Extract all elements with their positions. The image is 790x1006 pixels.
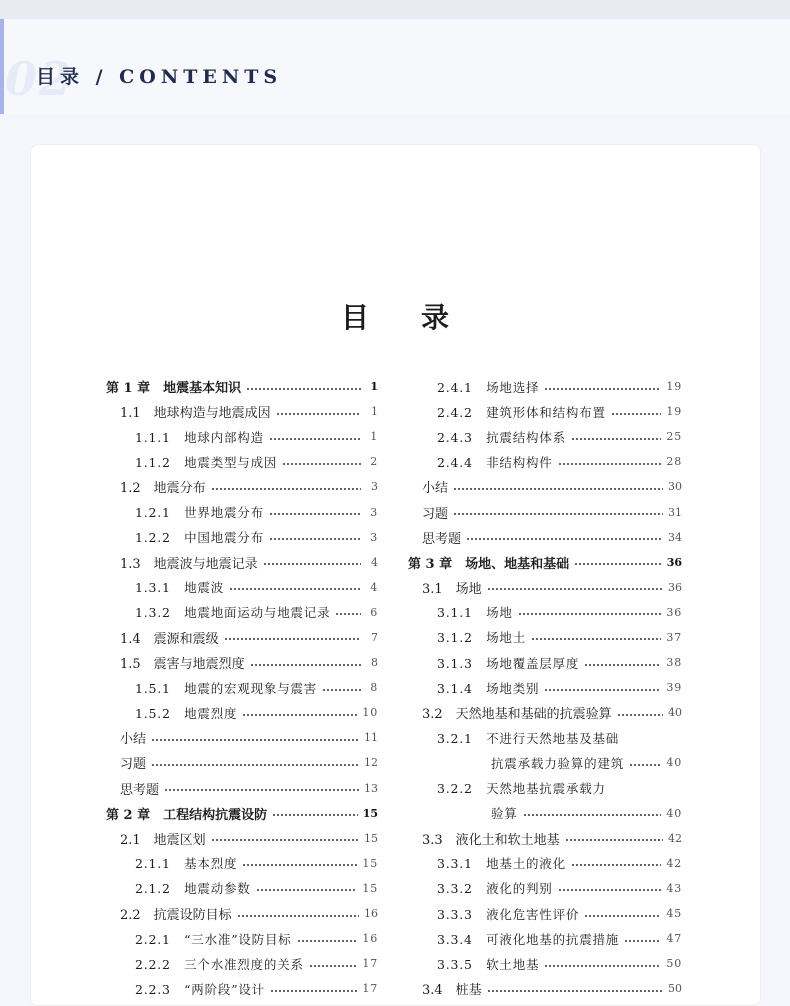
page-title: 目录 [340,301,501,334]
dot-leader [453,487,663,491]
toc-entry-label: 验算 [491,806,518,822]
dot-leader [571,437,661,441]
toc-page-number: 25 [666,430,682,444]
dot-leader [487,989,663,993]
toc-page-number: 39 [666,681,682,695]
toc-entry[interactable] [106,675,378,700]
toc-entry-label: 抗震承载力验算的建筑 [491,755,625,771]
toc-page-number: 40 [668,706,682,720]
toc-page-number: 42 [668,831,682,845]
toc-entry[interactable] [408,449,682,474]
toc-entry-label: 1.5.2 地震烈度 [135,705,238,721]
toc-entry[interactable] [106,424,378,449]
toc-page-number: 16 [362,932,378,946]
toc-entry[interactable] [408,976,682,1001]
toc-entry-label: 3.1.4 场地类别 [437,680,540,696]
dot-leader [574,562,662,566]
dot-leader [617,713,663,717]
dot-leader [297,939,358,943]
dot-leader [624,939,661,943]
toc-entry-label: 2.4.2 建筑形体和结构布置 [437,404,606,420]
toc-entry[interactable] [408,750,682,775]
dot-leader [237,914,359,918]
dot-leader [544,387,661,391]
top-bar [0,0,790,19]
toc-page-number: 45 [666,907,682,921]
toc-entry[interactable] [408,399,682,424]
toc-entry-label: 2.1 地震区划 [120,832,206,848]
toc-entry-label: 2.2.1 “三水准”设防目标 [135,931,292,947]
dot-leader [242,713,357,717]
toc-entry[interactable] [106,876,378,901]
toc-entry-label: 3.3.1 地基土的液化 [437,856,566,872]
toc-entry[interactable] [408,801,682,826]
dot-leader [224,637,361,641]
toc-entry[interactable] [408,876,682,901]
header-accent-bar [0,19,4,114]
toc-page-number: 19 [666,405,682,419]
toc-page-number: 13 [364,781,378,795]
dot-leader [309,964,358,968]
toc-entry[interactable] [106,449,378,474]
toc-entry[interactable] [408,374,682,399]
dot-leader [584,914,661,918]
toc-entry-label: 3.1.2 场地土 [437,630,527,646]
dot-leader [565,838,663,842]
toc-page-number: 50 [668,982,682,996]
toc-entry[interactable] [408,625,682,650]
toc-entry-label: 3.3 液化土和软土地基 [422,832,560,848]
toc-entry-label: 习题 [120,757,147,773]
toc-page-number: 40 [666,806,682,820]
toc-page-number: 11 [364,731,378,745]
toc-page-number: 8 [370,681,378,695]
toc-entry[interactable] [106,625,378,650]
dot-leader [242,863,357,867]
toc-page-number: 7 [371,630,378,644]
toc-page-number: 36 [668,580,682,594]
toc-entry[interactable] [106,399,378,424]
toc-entry-label: 1.3.2 地震地面运动与地震记录 [135,605,331,621]
dot-leader [272,813,358,817]
dot-leader [466,537,663,541]
dot-leader [518,612,662,616]
toc-page-number: 1 [370,430,378,444]
toc-entry-label: 2.2.3 “两阶段”设计 [135,981,265,997]
dot-leader [276,412,361,416]
toc-entry-label: 第 1 章 地震基本知识 [106,381,242,397]
toc-page-number: 40 [666,756,682,770]
toc-entry[interactable] [106,600,378,625]
dot-leader [453,512,663,516]
toc-entry[interactable] [408,700,682,725]
dot-leader [151,738,359,742]
toc-entry[interactable] [408,851,682,876]
toc-entry[interactable] [408,675,682,700]
dot-leader [544,688,661,692]
toc-entry[interactable] [106,550,378,575]
toc-entry-label: 1.2.2 中国地震分布 [135,530,264,546]
toc-page-number: 8 [371,656,378,670]
dot-leader [611,412,662,416]
dot-leader [629,763,661,767]
toc-entry-label: 3.3.2 液化的判别 [437,881,553,897]
section-number-watermark: 02 [5,52,74,106]
toc-page-number: 3 [370,505,378,519]
dot-leader [256,888,358,892]
toc-page-number: 15 [364,831,378,845]
toc-entry-label: 1.5.1 地震的宏观现象与震害 [135,680,318,696]
toc-entry[interactable] [408,600,682,625]
toc-entry[interactable] [106,575,378,600]
toc-column-left [106,374,378,1001]
dot-leader [270,989,357,993]
toc-entry[interactable] [106,474,378,499]
toc-entry-label: 2.4.4 非结构构件 [437,454,553,470]
toc-page-number: 42 [666,856,682,870]
toc-page-number: 37 [666,630,682,644]
toc-entry[interactable] [106,801,378,826]
toc-entry-label: 2.2.2 三个水准烈度的关系 [135,956,304,972]
toc-entry[interactable] [106,826,378,851]
toc-entry-label: 1.3 地震波与地震记录 [120,556,258,572]
toc-entry[interactable] [106,374,378,399]
toc-entry-label: 3.4 桩基 [422,983,482,999]
toc-entry-label: 3.2.1 不进行天然地基及基础 [437,730,620,746]
dot-leader [263,562,361,566]
dot-leader [487,587,663,591]
toc-page-number: 10 [362,706,378,720]
toc-page-number: 17 [362,982,378,996]
toc-entry[interactable] [408,650,682,675]
toc-entry[interactable] [408,826,682,851]
dot-leader [282,462,361,466]
toc-entry-label: 1.2.1 世界地震分布 [135,505,264,521]
toc-entry-label: 3.2.2 天然地基抗震承载力 [437,781,606,797]
toc-page-number: 6 [370,605,378,619]
toc-entry-label: 1.5 震害与地震烈度 [120,657,245,673]
toc-entry[interactable] [106,700,378,725]
toc-entry[interactable] [106,926,378,951]
toc-entry[interactable] [408,499,682,524]
toc-entry-label: 3.1.3 场地覆盖层厚度 [437,655,580,671]
toc-entry-label: 3.3.4 可液化地基的抗震措施 [437,931,620,947]
toc-entry-label: 3.2 天然地基和基础的抗震验算 [422,707,612,723]
toc-page-number: 1 [370,380,378,394]
toc-page-number: 15 [362,806,378,820]
dot-leader [322,688,361,692]
toc-entry-label: 1.4 震源和震级 [120,631,219,647]
dot-leader [211,838,359,842]
toc-entry[interactable] [408,901,682,926]
toc-entry[interactable] [408,776,682,801]
dot-leader [269,512,361,516]
toc-entry-label: 2.1.1 基本烈度 [135,856,238,872]
dot-leader [229,587,361,591]
toc-page-number: 3 [371,480,378,494]
toc-entry[interactable] [106,499,378,524]
toc-entry[interactable] [408,725,682,750]
dot-leader [335,612,361,616]
toc-page-number: 2 [370,455,378,469]
dot-leader [164,788,359,792]
dot-leader [558,462,662,466]
toc-column-right [408,374,682,1001]
toc-page-number: 12 [364,756,378,770]
dot-leader [531,637,661,641]
toc-page-number: 4 [371,555,378,569]
toc-entry[interactable] [106,851,378,876]
toc-entry[interactable] [106,776,378,801]
toc-entry[interactable] [106,650,378,675]
toc-entry-label: 习题 [422,506,449,522]
toc-entry[interactable] [408,926,682,951]
toc-page-number: 30 [668,480,682,494]
toc-page-number: 16 [364,907,378,921]
toc-entry-label: 1.1.2 地震类型与成因 [135,454,278,470]
toc-entry-label: 1.1.1 地球内部构造 [135,429,264,445]
toc-page-number: 15 [362,881,378,895]
section-title: 目录 / CONTENTS [36,66,283,88]
dot-leader [151,763,359,767]
toc-entry-label: 2.4.1 场地选择 [437,379,540,395]
dot-leader [269,437,361,441]
toc-entry[interactable] [106,901,378,926]
toc-entry[interactable] [408,951,682,976]
toc-page-number: 43 [666,881,682,895]
toc-page-number: 36 [666,555,682,569]
toc-page-number: 3 [370,530,378,544]
toc-entry-label: 3.1.1 场地 [437,605,513,621]
dot-leader [571,863,661,867]
toc-entry[interactable] [106,525,378,550]
dot-leader [523,813,662,817]
dot-leader [544,964,661,968]
toc-page-number: 19 [666,380,682,394]
toc-entry[interactable] [408,550,682,575]
toc-page-number: 36 [666,605,682,619]
toc-entry-label: 1.1 地球构造与地震成因 [120,406,271,422]
toc-entry-label: 1.2 地震分布 [120,481,206,497]
dot-leader [269,537,361,541]
toc-entry-label: 第 2 章 工程结构抗震设防 [106,807,268,823]
toc-entry-label: 2.1.2 地震动参数 [135,881,251,897]
toc-entry-label: 3.3.3 液化危害性评价 [437,906,580,922]
toc-entry-label: 思考题 [422,531,462,547]
toc-page-number: 17 [362,957,378,971]
toc-page-number: 31 [668,505,682,519]
toc-entry[interactable] [106,725,378,750]
dot-leader [584,663,661,667]
toc-entry[interactable] [106,750,378,775]
toc-page-number: 4 [370,580,378,594]
toc-entry[interactable] [408,474,682,499]
toc-entry-label: 3.3.5 软土地基 [437,956,540,972]
toc-page-number: 1 [371,405,378,419]
toc-page-number: 34 [668,530,682,544]
toc-entry-label: 2.4.3 抗震结构体系 [437,429,566,445]
dot-leader [250,663,361,667]
toc-entry-label: 第 3 章 场地、地基和基础 [408,556,570,572]
toc-entry[interactable] [106,951,378,976]
dot-leader [211,487,361,491]
toc-entry-label: 3.1 场地 [422,581,482,597]
toc-page-number: 47 [666,932,682,946]
toc-entry[interactable] [408,575,682,600]
toc-page-number: 38 [666,656,682,670]
toc-entry-label: 1.3.1 地震波 [135,580,225,596]
toc-entry-label: 2.2 抗震设防目标 [120,908,232,924]
toc-entry[interactable] [106,976,378,1001]
toc-entry[interactable] [408,424,682,449]
toc-page-number: 50 [666,957,682,971]
dot-leader [246,387,361,391]
toc-page-number: 15 [362,856,378,870]
dot-leader [558,888,662,892]
toc-entry-label: 小结 [120,732,147,748]
toc-page-number: 28 [666,455,682,469]
toc-entry[interactable] [408,525,682,550]
toc-entry-label: 小结 [422,481,449,497]
toc-entry-label: 思考题 [120,782,160,798]
